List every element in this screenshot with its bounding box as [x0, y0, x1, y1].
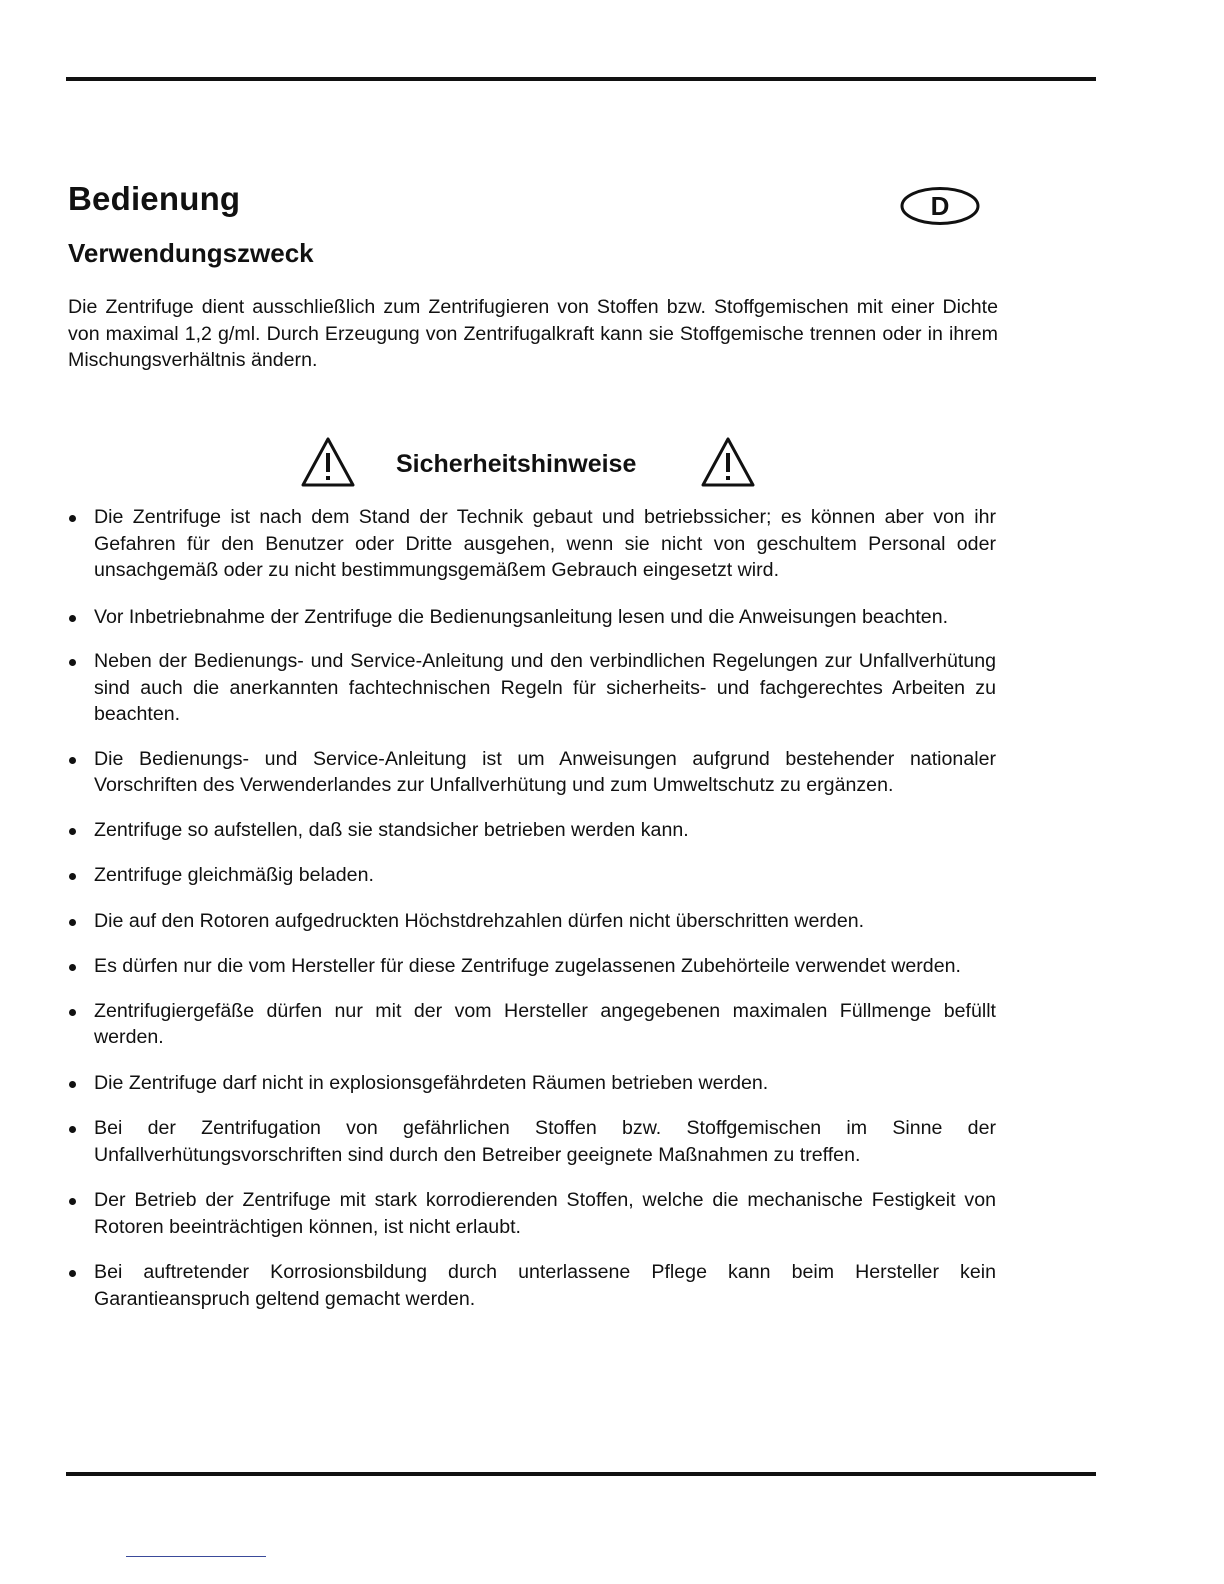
safety-note-text: Die Zentrifuge darf nicht in explosionsgefährdeten Räumen betrieben werden. [94, 1071, 769, 1094]
safety-note-text: Bei der Zentrifugation von gefährlichen Stoffen bzw. Stoffgemischen im Sinne der Unfallverhütungsvorschriften sind durch den Betreiber geeignete Maßnahmen zu treffen. [94, 1117, 996, 1166]
bottom-rule [66, 1472, 1096, 1476]
bullet-icon [69, 1198, 76, 1205]
section-subtitle: Verwendungszweck [68, 238, 314, 268]
bullet-icon [69, 873, 76, 880]
intro-paragraph: Die Zentrifuge dient ausschließlich zum Zentrifugieren von Stoffen bzw. Stoffgemischen mit einer Dichte von maximal 1,2 g/ml. Durch Erzeugung von Zentrifugalkraft kann sie Stoffgemische trennen oder in ihrem Mischungsverhältnis ändern. [68, 296, 998, 371]
safety-note-text: Vor Inbetriebnahme der Zentrifuge die Bedienungsanleitung lesen und die Anweisungen beachten. [94, 605, 949, 628]
safety-note [66, 998, 996, 1051]
safety-note-text: Es dürfen nur die vom Hersteller für diese Zentrifuge zugelassenen Zubehörteile verwendet werden. [94, 955, 961, 977]
safety-note [66, 1259, 996, 1312]
safety-note [66, 1070, 996, 1097]
bullet-icon [69, 1126, 76, 1133]
warning-triangle-icon [700, 436, 756, 488]
safety-note [66, 862, 996, 889]
safety-heading-label: Sicherheitshinweise [396, 450, 637, 478]
safety-note [66, 817, 996, 844]
bullet-icon [69, 964, 76, 971]
safety-note [66, 648, 996, 728]
safety-note [66, 746, 996, 799]
bullet-icon [69, 659, 76, 666]
safety-note [66, 504, 996, 584]
language-badge [900, 186, 980, 226]
top-rule [66, 77, 1096, 81]
safety-note [66, 908, 996, 935]
safety-note-text: Zentrifugiergefäße dürfen nur mit der vom Hersteller angegebenen maximalen Füllmenge befüllt werden. [94, 999, 996, 1048]
bullet-icon [69, 615, 76, 622]
safety-note [66, 1187, 996, 1240]
safety-note-text: Die auf den Rotoren aufgedruckten Höchstdrehzahlen dürfen nicht überschritten werden. [94, 909, 865, 932]
warning-triangle-icon [300, 436, 356, 488]
safety-notes-list [66, 504, 996, 1312]
bullet-icon [69, 1270, 76, 1277]
safety-note-text: Die Zentrifuge ist nach dem Stand der Technik gebaut und betriebssicher; es können aber von ihr Gefahren für den Benutzer oder Dritte ausgehen, wenn sie nicht von geschultem Personal oder unsachgemäß oder zu nicht bestimmungsgemäßem Gebrauch eingesetzt wird. [94, 506, 996, 581]
safety-note-text: Der Betrieb der Zentrifuge mit stark korrodierenden Stoffen, welche die mechanische Festigkeit von Rotoren beeinträchtigen können, ist nicht erlaubt. [94, 1189, 996, 1238]
bullet-icon [69, 1081, 76, 1088]
safety-note-text: Zentrifuge gleichmäßig beladen. [94, 864, 374, 886]
safety-note [66, 953, 996, 980]
bullet-icon [69, 828, 76, 835]
safety-note [66, 1115, 996, 1168]
safety-note-text: Bei auftretender Korrosionsbildung durch unterlassene Pflege kann beim Hersteller kein Garantieanspruch geltend gemacht werden. [94, 1261, 996, 1310]
scan-artifact-line [126, 1556, 266, 1557]
page-title: Bedienung [68, 180, 241, 217]
bullet-icon [69, 919, 76, 926]
safety-note-text: Zentrifuge so aufstellen, daß sie standsicher betrieben werden kann. [94, 818, 689, 841]
safety-note [66, 604, 996, 631]
safety-heading [300, 436, 760, 492]
bullet-icon [69, 515, 76, 522]
safety-note-text: Neben der Bedienungs- und Service-Anleitung und den verbindlichen Regelungen zur Unfallverhütung sind auch die anerkannten fachtechnischen Regeln für sicherheits- und fachgerechtes Arbeiten zu beachten. [94, 650, 996, 725]
bullet-icon [69, 1009, 76, 1016]
safety-note-text: Die Bedienungs- und Service-Anleitung ist um Anweisungen aufgrund bestehender nationaler Vorschriften des Verwenderlandes zur Unfallverhütung und zum Umweltschutz zu ergänzen. [94, 747, 996, 796]
language-badge-label: D [930, 191, 950, 221]
bullet-icon [69, 757, 76, 764]
